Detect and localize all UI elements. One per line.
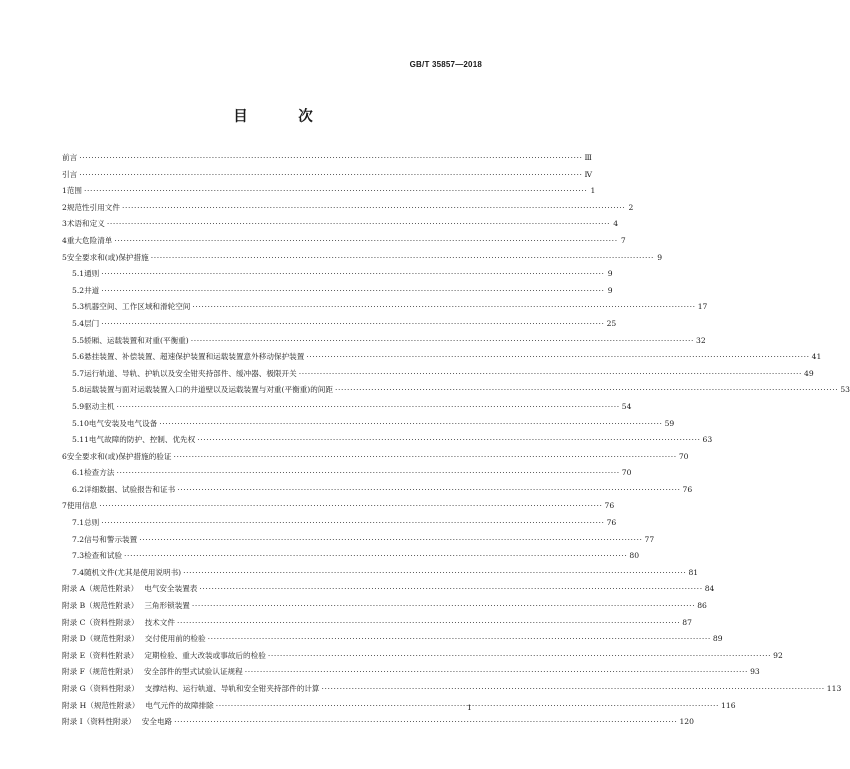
toc-entry-label: 详细数据、试验报告和证书 xyxy=(84,484,176,494)
toc-entry-label: 悬挂装置、补偿装置、超速保护装置和运载装置意外移动保护装置 xyxy=(84,352,305,362)
toc-entry-page: 7 xyxy=(620,235,626,245)
toc-entry[interactable] xyxy=(62,467,632,484)
toc-entry-page: 63 xyxy=(702,435,713,445)
toc-leader-dots xyxy=(177,485,680,494)
toc-entry[interactable] xyxy=(62,583,715,600)
toc-entry-label: 规范性引用文件 xyxy=(66,202,120,212)
toc-entry-page: 92 xyxy=(773,650,783,660)
toc-entry-label: 机器空间、工作区域和滑轮空间 xyxy=(84,302,191,312)
toc-entry-label: 驱动主机 xyxy=(84,401,115,411)
toc-entry-page: 9 xyxy=(607,285,613,295)
toc-entry-page: 41 xyxy=(811,352,822,362)
toc-entry-label: 总则 xyxy=(84,518,100,528)
toc-entry-page: 89 xyxy=(712,634,723,644)
toc-leader-dots xyxy=(335,385,838,394)
toc-entry[interactable] xyxy=(62,683,842,700)
toc-entry-number: 5.8 xyxy=(72,385,85,395)
toc-entry-number: 附录 E（资料性附录） xyxy=(62,650,139,660)
toc-entry-number: 附录 C（资料性附录） xyxy=(62,617,139,627)
toc-entry-label: 三角形锁装置 xyxy=(144,601,190,611)
toc-entry-page: 54 xyxy=(621,401,632,411)
page-number: 1 xyxy=(467,703,472,712)
toc-entry-number: 1 xyxy=(62,186,67,196)
toc-entry[interactable] xyxy=(62,650,783,667)
toc-entry-label: 技术文件 xyxy=(144,617,175,627)
toc-leader-dots xyxy=(268,651,771,660)
toc-entry-page: 76 xyxy=(606,518,617,528)
toc-entry-page: 76 xyxy=(682,484,693,494)
toc-leader-dots xyxy=(101,269,604,278)
toc-entry-page: 70 xyxy=(678,451,689,461)
toc-entry-number: 5.1 xyxy=(72,269,85,279)
toc-entry-number: 6 xyxy=(62,451,67,461)
toc-entry-number: 6.1 xyxy=(72,468,85,478)
toc-entry-page: 32 xyxy=(696,335,706,345)
toc-leader-dots xyxy=(79,153,582,162)
toc-entry[interactable] xyxy=(62,169,593,186)
toc-entry-number: 7.1 xyxy=(72,518,85,528)
toc-entry-number: 5 xyxy=(62,252,67,262)
toc-entry-label: 信号和警示装置 xyxy=(84,534,138,544)
toc-entry-label: 前言 xyxy=(62,153,78,162)
toc-entry-number: 附录 D（规范性附录） xyxy=(62,634,139,644)
toc-entry[interactable] xyxy=(62,185,596,202)
toc-entry-label: 引言 xyxy=(62,169,78,179)
toc-entry-page: 86 xyxy=(697,601,707,611)
toc-entry-page: 81 xyxy=(688,567,699,577)
toc-leader-dots xyxy=(116,402,619,411)
toc-entry-page: Ⅳ xyxy=(584,169,593,179)
toc-entry-number: 2 xyxy=(62,202,67,212)
toc-entry-number: 附录 G（资料性附录） xyxy=(62,684,139,693)
toc-leader-dots xyxy=(122,203,625,212)
toc-entry-number: 7.3 xyxy=(72,551,85,561)
toc-entry-number: 4 xyxy=(62,235,67,245)
toc-entry-label: 电气安装及电气设备 xyxy=(88,418,158,428)
toc-leader-dots xyxy=(99,501,602,510)
toc-entry[interactable] xyxy=(62,268,613,285)
toc-leader-dots xyxy=(321,684,824,693)
toc-entry[interactable] xyxy=(62,500,615,517)
toc-entry-label: 安全要求和(或)保护措施 xyxy=(66,252,149,262)
toc-entry[interactable] xyxy=(62,517,617,534)
toc-entry-number: 6.2 xyxy=(72,484,85,494)
toc-entry-number: 5.11 xyxy=(72,435,89,445)
toc-entry[interactable] xyxy=(62,401,632,418)
toc-leader-dots xyxy=(199,584,702,593)
toc-entry-label: 井道 xyxy=(84,285,100,295)
toc-leader-dots xyxy=(107,219,610,228)
toc-leader-dots xyxy=(79,170,582,179)
toc-entry-label: 安全要求和(或)保护措施的验证 xyxy=(66,451,172,461)
toc-entry[interactable] xyxy=(62,368,814,385)
toc-entry-number: 7 xyxy=(62,501,67,511)
toc-entry[interactable] xyxy=(62,484,693,501)
toc-entry-number: 附录 H（规范性附录） xyxy=(62,700,140,710)
toc-leader-dots xyxy=(174,452,677,461)
toc-entry[interactable] xyxy=(62,451,689,468)
toc-leader-dots xyxy=(84,186,587,195)
toc-entry[interactable] xyxy=(62,700,736,717)
toc-leader-dots xyxy=(139,535,642,544)
toc-entry[interactable] xyxy=(62,351,822,368)
toc-entry[interactable] xyxy=(62,617,692,634)
toc-entry[interactable] xyxy=(62,335,706,352)
toc-entry-label: 范围 xyxy=(66,186,83,196)
toc-entry-number: 5.6 xyxy=(72,352,85,362)
toc-entry-label: 安全电路 xyxy=(141,717,173,727)
toc-entry-label: 检查方法 xyxy=(84,468,115,478)
toc-entry-page: 25 xyxy=(606,318,617,328)
toc-entry-label: 定期检验、重大改装或事故后的检验 xyxy=(144,650,266,660)
toc-entry-label: 运载装置与面对运载装置入口的井道壁以及运载装置与对重(平衡重)的间距 xyxy=(84,385,333,395)
toc-leader-dots xyxy=(159,419,662,428)
toc-leader-dots xyxy=(101,518,604,527)
toc-entry-number: 附录 B（规范性附录） xyxy=(62,601,139,611)
toc-leader-dots xyxy=(114,236,617,245)
toc-leader-dots xyxy=(197,435,700,444)
toc-entry[interactable] xyxy=(62,152,592,169)
toc-entry-number: 7.2 xyxy=(72,534,85,544)
toc-entry[interactable] xyxy=(62,235,626,252)
toc-entry-number: 5.2 xyxy=(72,285,85,295)
toc-entry[interactable] xyxy=(62,318,617,335)
toc-entry-label: 随机文件(尤其是使用说明书) xyxy=(84,567,182,577)
toc-entry-page: 77 xyxy=(644,534,655,544)
toc-entry-number: 5.3 xyxy=(72,302,85,312)
toc-entry-page: 76 xyxy=(604,501,615,511)
toc-entry-label: 电气元件的故障排除 xyxy=(145,700,214,710)
toc-entry-number: 5.9 xyxy=(72,401,85,411)
toc-entry-label: 通则 xyxy=(84,269,100,279)
toc-entry-label: 轿厢、运载装置和对重(平衡重) xyxy=(84,335,189,345)
toc-entry-page: 87 xyxy=(682,617,692,627)
toc-entry-number: 5.5 xyxy=(72,335,85,345)
toc-leader-dots xyxy=(101,286,604,295)
toc-leader-dots xyxy=(177,618,680,627)
toc-entry[interactable] xyxy=(62,716,694,733)
toc-entry[interactable] xyxy=(62,666,760,683)
toc-entry-page: 49 xyxy=(804,368,814,378)
toc-entry[interactable] xyxy=(62,218,619,235)
toc-entry-page: 113 xyxy=(826,684,842,693)
toc-entry[interactable] xyxy=(62,301,708,318)
toc-entry-page: Ⅲ xyxy=(584,153,592,162)
toc-leader-dots xyxy=(192,302,695,311)
toc-entry-label: 安全部件的型式试验认证规程 xyxy=(144,667,243,677)
toc-entry[interactable] xyxy=(62,384,850,401)
toc-entry[interactable] xyxy=(62,418,675,435)
toc-leader-dots xyxy=(116,468,619,477)
toc-entry[interactable] xyxy=(62,567,699,584)
toc-entry-page: 9 xyxy=(657,252,663,262)
toc-leader-dots xyxy=(183,568,686,577)
toc-entry-number: 附录 F（规范性附录） xyxy=(62,667,139,677)
toc-entry[interactable] xyxy=(62,633,723,650)
toc-leader-dots xyxy=(174,717,677,726)
toc-entry-label: 电气故障的防护、控制、优先权 xyxy=(88,435,196,445)
toc-leader-dots xyxy=(299,369,802,378)
toc-entry-page: 9 xyxy=(607,269,613,279)
toc-entry-page: 70 xyxy=(621,468,632,478)
toc-entry-label: 检查和试验 xyxy=(84,551,123,561)
toc-leader-dots xyxy=(151,253,654,262)
toc-entry-page: 93 xyxy=(750,667,760,677)
toc-entry-page: 116 xyxy=(721,700,736,710)
toc-entry-page: 84 xyxy=(704,584,715,594)
toc-entry-number: 5.4 xyxy=(72,318,85,328)
toc-entry[interactable] xyxy=(62,550,640,567)
page-title: 目 次 xyxy=(233,108,331,125)
toc-entry-page: 120 xyxy=(679,717,694,727)
toc-entry[interactable] xyxy=(62,434,713,451)
toc-leader-dots xyxy=(192,601,695,610)
toc-leader-dots xyxy=(245,667,748,676)
toc-entry-number: 3 xyxy=(62,219,67,229)
toc-entry-label: 使用信息 xyxy=(66,501,98,511)
toc-entry-label: 运行轨道、导轨、护轨以及安全钳夹持部件、缓冲器、极限开关 xyxy=(84,368,297,378)
toc-entry-page: 17 xyxy=(697,302,708,312)
toc-entry-label: 层门 xyxy=(84,318,100,328)
toc-entry[interactable] xyxy=(62,600,707,617)
toc-entry[interactable] xyxy=(62,285,613,302)
toc-leader-dots xyxy=(306,352,809,361)
toc-entry-page: 1 xyxy=(590,186,596,196)
table-of-contents xyxy=(62,152,850,733)
toc-entry[interactable] xyxy=(62,252,663,269)
toc-entry-page: 80 xyxy=(629,551,640,561)
toc-entry-number: 7.4 xyxy=(72,567,85,577)
toc-entry-page: 53 xyxy=(840,385,850,395)
toc-entry-page: 59 xyxy=(664,418,675,428)
standard-code: GB/T 35857—2018 xyxy=(409,60,482,69)
toc-leader-dots xyxy=(208,634,711,643)
toc-entry-label: 术语和定义 xyxy=(66,219,105,229)
toc-entry-page: 2 xyxy=(628,202,634,212)
toc-entry-number: 5.7 xyxy=(72,368,85,378)
toc-entry-number: 5.10 xyxy=(72,418,89,428)
toc-entry-number: 附录 I（资料性附录） xyxy=(62,717,136,727)
toc-leader-dots xyxy=(124,551,627,560)
toc-entry-label: 交付使用前的检验 xyxy=(144,634,206,644)
toc-entry-label: 支撑结构、运行轨道、导轨和安全钳夹持部件的计算 xyxy=(144,684,320,693)
toc-leader-dots xyxy=(101,319,604,328)
toc-entry-label: 电气安全装置表 xyxy=(144,584,198,594)
toc-entry-page: 4 xyxy=(613,219,619,229)
toc-entry[interactable] xyxy=(62,202,634,219)
toc-entry-number: 附录 A（规范性附录） xyxy=(62,584,139,594)
toc-entry[interactable] xyxy=(62,534,655,551)
toc-leader-dots xyxy=(191,336,694,345)
toc-entry-label: 重大危险清单 xyxy=(66,235,113,245)
